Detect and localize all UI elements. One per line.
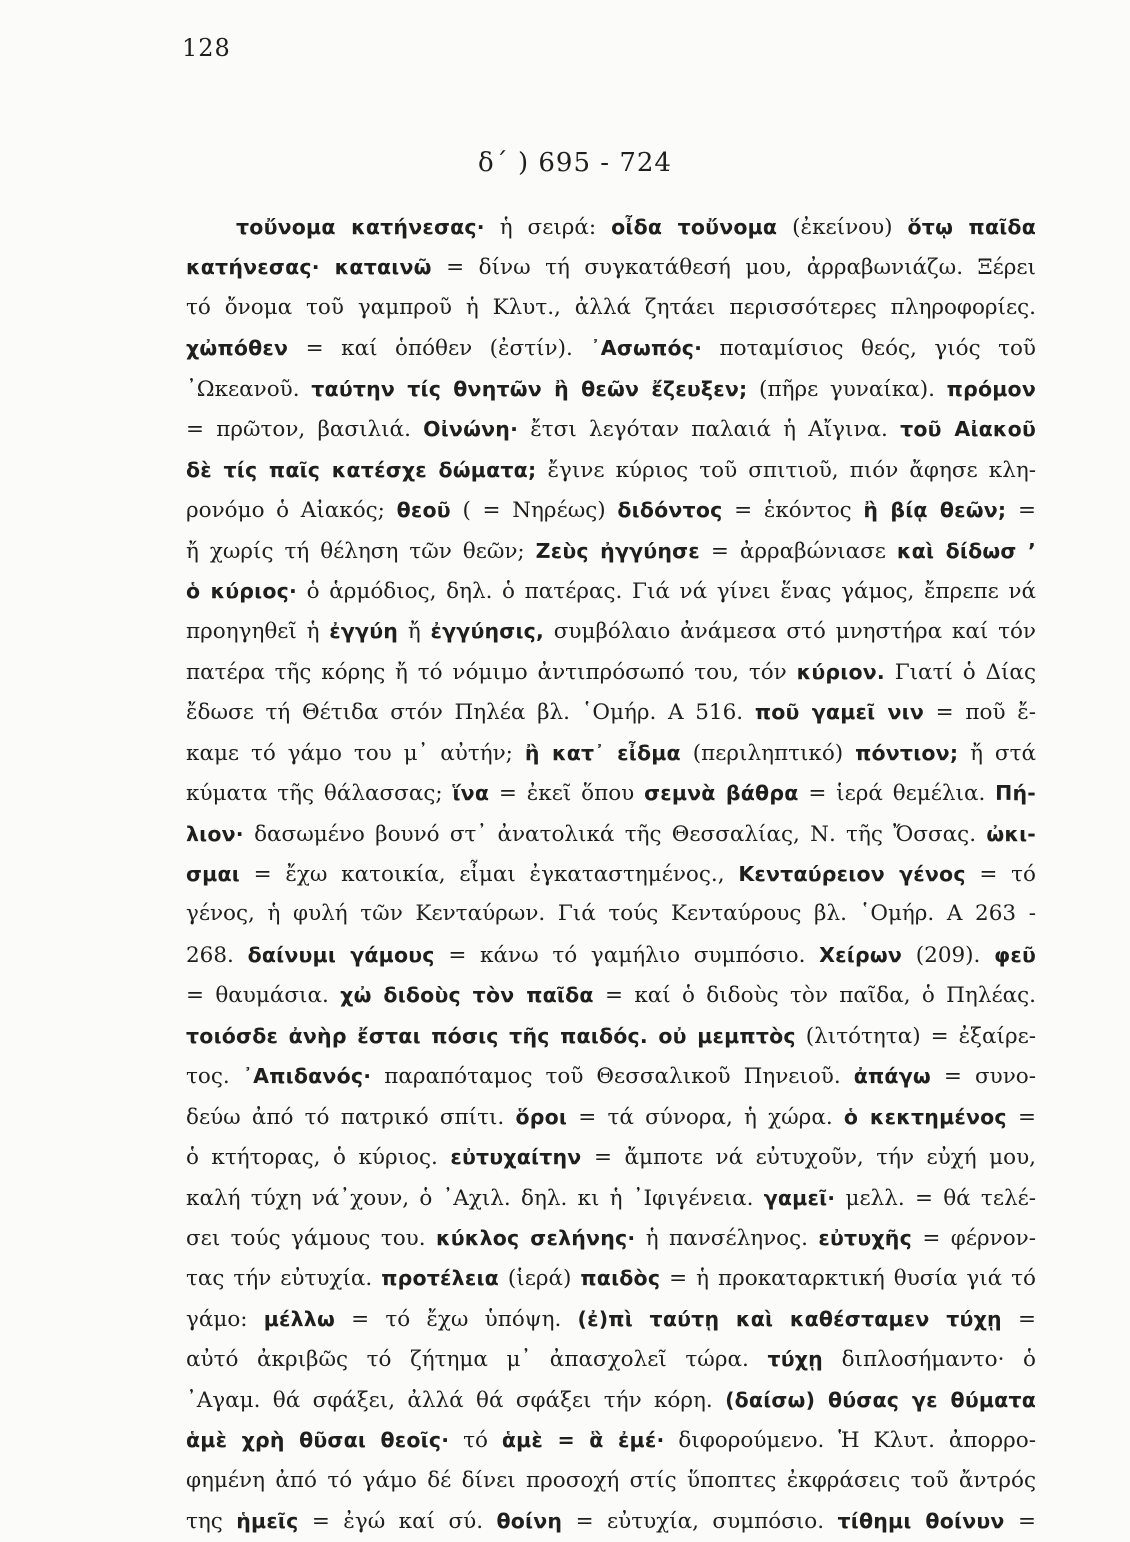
text-line (186, 450, 1036, 490)
gloss: (ἐκείνου) (777, 215, 908, 240)
text-line (186, 207, 1036, 247)
gloss: παραπόταμος τοῦ Θεσσαλικοῦ Πηνειοῦ. (371, 1064, 854, 1090)
text-line (186, 894, 1036, 934)
lemma: θεοῦ (396, 498, 451, 523)
lemma: ὅροι (515, 1104, 568, 1129)
lemma: ἢ βίᾳ θεῶν; (863, 498, 1007, 523)
text-line (186, 1501, 1036, 1541)
text-line (186, 1461, 1036, 1501)
lemma: (δαίσω) θύσας γε θύματα (725, 1387, 1037, 1412)
commentary-text (186, 207, 1036, 1541)
gloss: ἤ (398, 619, 431, 645)
gloss: = εὐτυχία, συμπόσιο. (562, 1509, 838, 1534)
gloss: τό ὄνομα τοῦ γαμπροῦ ἡ Κλυτ., ἀλλά ζητάει περισσότερες πληροφορίες. (186, 294, 1036, 320)
lemma: ταύτην τίς θνητῶν ἢ θεῶν ἔζευξεν; (311, 376, 748, 401)
lemma: εὐτυχαίτην (450, 1145, 582, 1170)
lemma: Πή- (995, 781, 1036, 806)
lemma: κύκλος σελήνης· (436, 1225, 636, 1250)
gloss: της (186, 1509, 237, 1534)
gloss: = ἄμποτε νά εὐτυχοῦν, τήν εὐχή μου, (581, 1145, 1036, 1171)
lemma: προτέλεια (381, 1266, 499, 1291)
section-heading: δ΄ ) 695 - 724 (478, 148, 672, 178)
text-line (186, 652, 1036, 692)
lemma: (ἐ)πὶ ταύτῃ καὶ καθέσταμεν τύχῃ (577, 1306, 1002, 1331)
gloss: = καί ὁπόθεν (ἐστίν). (288, 336, 591, 362)
lemma: ἢ κατ᾿ εἶδμα (524, 740, 681, 765)
gloss: ( = Νηρέως) (450, 498, 618, 524)
lemma: ἐγγύησις, (430, 619, 544, 644)
text-line (186, 369, 1036, 409)
lemma: τοὔνομα κατήνεσας· (236, 215, 485, 239)
gloss: φημένη ἀπό τό γάμο δέ δίνει προσοχή στίς ὕποπτες ἐκφράσεις τοῦ ἄντρός (186, 1467, 1036, 1493)
gloss: = θαυμάσια. (186, 983, 341, 1009)
lemma: τίθημι θοίνυν (837, 1509, 1005, 1533)
gloss: διπλοσήμαντο· ὁ (822, 1347, 1036, 1373)
gloss: σει τούς γάμους του. (186, 1225, 436, 1251)
lemma: τύχῃ (767, 1347, 823, 1372)
lemma: καὶ δίδωσ ’ (896, 538, 1036, 563)
gloss: ἡ σειρά: (484, 215, 612, 240)
gloss: = πρῶτον, βασιλιά. (186, 417, 424, 443)
text-line (186, 814, 1036, 854)
gloss: πατέρα τῆς κόρης ἤ τό νόμιμο ἀντιπρόσωπό του, τόν (186, 659, 797, 685)
gloss: = (1006, 498, 1036, 524)
lemma: διδόντος (617, 498, 723, 523)
lemma: δὲ τίς παῖς κατέσχε δώματα; (186, 457, 537, 482)
gloss: συμβόλαιο ἀνάμεσα στό μνηστήρα καί τόν (543, 619, 1036, 645)
gloss: ᾿Ωκεανοῦ. (186, 376, 312, 402)
gloss: ἤ χωρίς τή θέληση τῶν θεῶν; (186, 538, 536, 564)
lemma: Κενταύρειον γένος (738, 862, 966, 886)
lemma: πόντιον; (855, 740, 959, 765)
lemma: λιον· (186, 821, 244, 846)
lemma: ὁ κύριος· (186, 578, 297, 603)
gloss: δασωμένο βουνό στ᾿ ἀνατολικά τῆς Θεσσαλίας, Ν. τῆς Ὄσσας. (243, 821, 987, 847)
gloss: διφορούμενο. Ἡ Κλυτ. ἀπορρο- (664, 1428, 1036, 1454)
lemma: ὅτῳ παῖδα (907, 215, 1036, 239)
text-line (186, 409, 1036, 449)
gloss: = (1006, 1104, 1036, 1130)
gloss: τας τήν εὐτυχία. (186, 1266, 382, 1292)
gloss: = (1004, 1509, 1037, 1534)
lemma: Οἰνώνη· (423, 417, 519, 442)
text-line (186, 692, 1036, 732)
gloss: ᾿Αγαμ. θά σφάξει, ἀλλά θά σφάξει τήν κόρη. (186, 1387, 726, 1413)
gloss: = δίνω τή συγκατάθεσή μου, ἀρραβωνιάζω. Ξέρει (431, 255, 1036, 281)
gloss: = τό ἔχω ὑπόψη. (334, 1306, 578, 1332)
lemma: παιδὸς (580, 1266, 661, 1291)
lemma: ᾿Ασωπός· (590, 336, 703, 361)
gloss: = φέρνον- (911, 1225, 1036, 1251)
lemma: πρόμον (946, 376, 1036, 401)
gloss: (περιληπτικό) (680, 740, 856, 766)
gloss: ὁ ἁρμόδιος, δηλ. ὁ πατέρας. Γιά νά γίνει ἕνας γάμος, ἔπρεπε νά (296, 578, 1036, 604)
gloss: μελλ. = θά τελέ- (835, 1185, 1036, 1211)
gloss: ἤ στά (958, 740, 1036, 766)
gloss: (209). (902, 942, 995, 968)
lemma: εὐτυχῆς (818, 1225, 912, 1250)
gloss: (πῆρε γυναίκα). (747, 376, 947, 402)
gloss: = ἐκεῖ ὅπου (489, 781, 645, 807)
text-line (186, 1016, 1036, 1056)
lemma: τοῦ Αἰακοῦ (900, 417, 1037, 442)
lemma: Ζεὺς ἠγγύησε (535, 538, 700, 563)
gloss: 268. (186, 942, 248, 968)
lemma: χὠ διδοὺς τὸν παῖδα (340, 983, 594, 1008)
text-line (186, 1178, 1036, 1218)
lemma: σεμνὰ βάθρα (644, 781, 799, 806)
text-line (186, 328, 1036, 368)
lemma: ποῦ γαμεῖ νιν (754, 700, 924, 725)
lemma: τοιόσδε ἀνὴρ ἔσται πόσις τῆς παιδός. οὐ μεμπτὸς (186, 1023, 796, 1048)
gloss: (ἱερά) (498, 1266, 581, 1292)
lemma: κύριον. (796, 659, 885, 684)
gloss: ρονόμο ὁ Αἰακός; (186, 498, 397, 524)
gloss: καλή τύχη νά᾿χουν, ὁ ᾿Αχιλ. δηλ. κι ἡ ᾿Ιφιγένεια. (186, 1185, 764, 1211)
gloss: = κάνω τό γαμήλιο συμπόσιο. (434, 942, 820, 968)
gloss: = ἡ προκαταρκτική θυσία γιά τό (660, 1266, 1037, 1292)
lemma: φεῦ (994, 942, 1036, 967)
lemma: ὁ κεκτημένος (843, 1104, 1007, 1129)
text-line (186, 611, 1036, 651)
gloss: = ἐγώ καί σύ. (298, 1509, 497, 1534)
gloss: προηγηθεῖ ἡ (186, 619, 330, 645)
gloss: τό (449, 1428, 502, 1454)
text-line (186, 247, 1036, 287)
gloss: αὐτό ἀκριβῶς τό ζήτημα μ᾿ ἀπασχολεῖ τώρα. (186, 1347, 768, 1373)
gloss: = συνο- (930, 1064, 1036, 1090)
lemma: ᾿Απιδανός· (242, 1064, 372, 1089)
lemma: Χείρων (819, 942, 903, 967)
text-line (186, 1056, 1036, 1096)
text-line (186, 854, 1036, 894)
gloss: (λιτότητα) = ἐξαίρε- (795, 1023, 1036, 1049)
text-line (186, 1218, 1036, 1258)
gloss: ἡ πανσέληνος. (635, 1225, 819, 1251)
page-number: 128 (182, 34, 231, 62)
lemma: σμαι (186, 862, 240, 886)
text-line (186, 288, 1036, 328)
text-line (186, 1097, 1036, 1137)
lemma: ὠκι- (986, 821, 1036, 846)
text-line (186, 571, 1036, 611)
lemma: κατήνεσας· καταινῶ (186, 255, 432, 280)
lemma: ἁμὲ χρὴ θῦσαι θεοῖς· (186, 1428, 450, 1453)
lemma: οἶδα τοὔνομα (611, 215, 778, 239)
text-line (186, 733, 1036, 773)
lemma: δαίνυμι γάμους (247, 942, 435, 967)
text-line (186, 935, 1036, 975)
gloss: = τά σύνορα, ἡ χώρα. (567, 1104, 844, 1130)
gloss: ποταμίσιος θεός, γιός τοῦ (702, 336, 1036, 362)
gloss: γάμο: (186, 1306, 264, 1332)
gloss: = ἔχω κατοικία, εἶμαι ἐγκαταστημένος., (239, 862, 739, 887)
gloss: Γιατί ὁ Δίας (884, 659, 1036, 685)
text-line (186, 975, 1036, 1015)
lemma: ἀπάγω (853, 1064, 931, 1089)
gloss: ἔγινε κύριος τοῦ σπιτιοῦ, πιόν ἄφησε κλη- (536, 457, 1036, 483)
gloss: δεύω ἀπό τό πατρικό σπίτι. (186, 1104, 516, 1130)
text-line (186, 1380, 1036, 1420)
gloss: ἔτσι λεγόταν παλαιά ἡ Αἴγινα. (518, 417, 901, 443)
gloss: ἔδωσε τή Θέτιδα στόν Πηλέα βλ. ῾Ομήρ. Α 516. (186, 700, 755, 726)
lemma: γαμεῖ· (763, 1185, 836, 1210)
lemma: θοίνη (496, 1509, 563, 1533)
gloss: = τό (965, 862, 1036, 887)
gloss: γένος, ἡ φυλή τῶν Κενταύρων. Γιά τούς Κενταύρους βλ. ῾Ομήρ. Α 263 - (186, 901, 1036, 927)
lemma: ἡμεῖς (236, 1509, 299, 1533)
lemma: χὠπόθεν (186, 336, 289, 361)
lemma: ἁμὲ = ἃ ἐμέ· (501, 1428, 665, 1453)
text-line (186, 1420, 1036, 1460)
lemma: ἵνα (452, 781, 490, 806)
text-line (186, 531, 1036, 571)
gloss: ὁ κτήτορας, ὁ κύριος. (186, 1145, 451, 1171)
text-line (186, 490, 1036, 530)
gloss: τος. (186, 1064, 243, 1090)
text-line (186, 773, 1036, 813)
gloss: καμε τό γάμο του μ᾿ αὐτήν; (186, 740, 525, 766)
gloss: = (1001, 1306, 1036, 1332)
gloss: κύματα τῆς θάλασσας; (186, 781, 453, 807)
lemma: μέλλω (263, 1306, 335, 1331)
lemma: ἐγγύη (329, 619, 399, 644)
gloss: = καί ὁ διδοὺς τὸν παῖδα, ὁ Πηλέας. (593, 983, 1036, 1009)
gloss: = ποῦ ἔ- (923, 700, 1036, 726)
text-line (186, 1299, 1036, 1339)
text-line (186, 1258, 1036, 1298)
gloss: = ἱερά θεμέλια. (798, 781, 996, 807)
text-line (186, 1137, 1036, 1177)
gloss: = ἑκόντος (722, 498, 864, 524)
gloss: = ἀρραβώνιασε (699, 538, 897, 564)
text-line (186, 1339, 1036, 1379)
